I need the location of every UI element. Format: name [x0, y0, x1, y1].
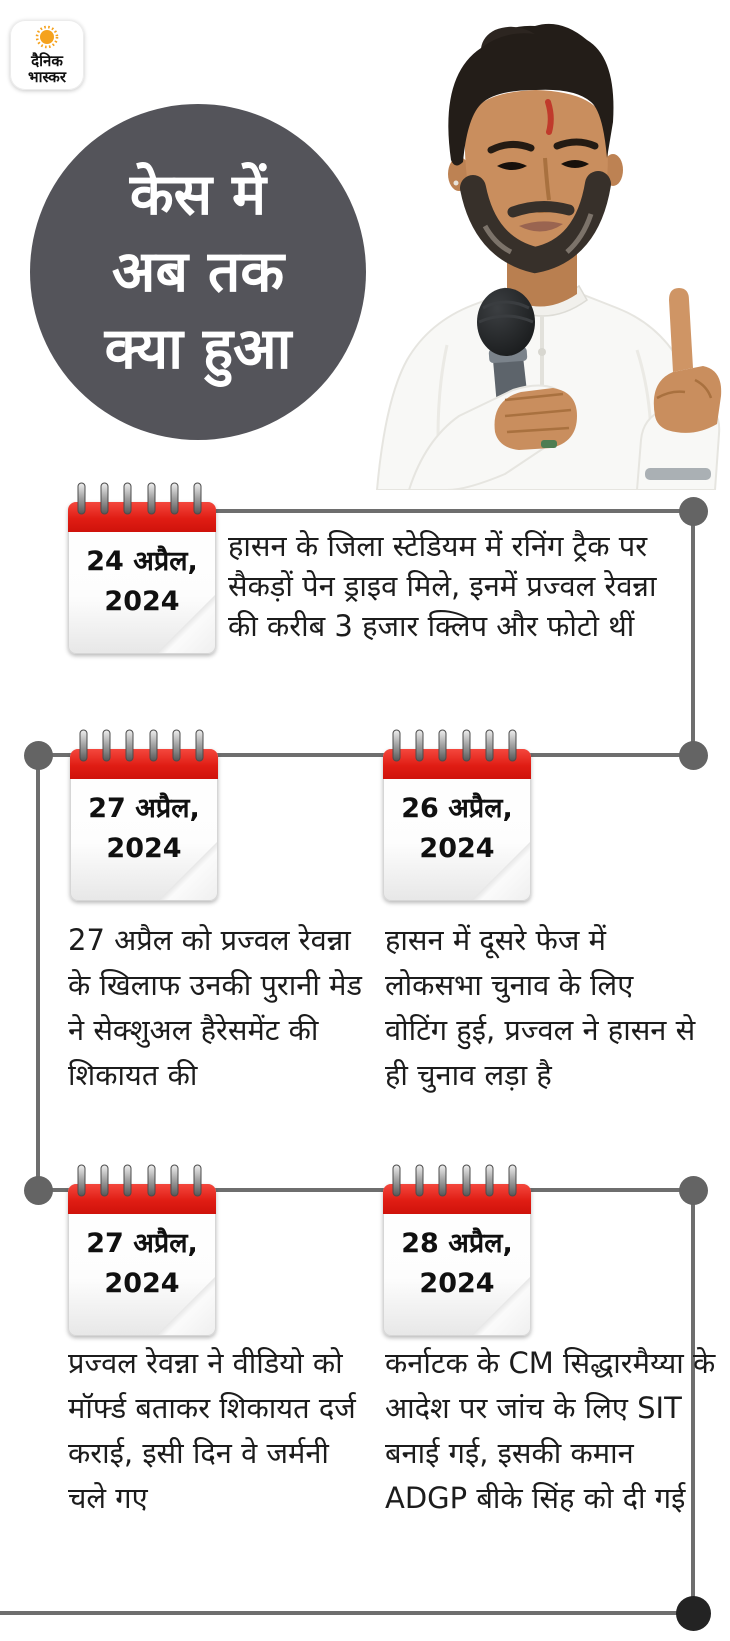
headline-line2: अब तक — [111, 238, 285, 305]
timeline-dot-3 — [679, 741, 708, 770]
logo-text-line1: दैनिक — [31, 52, 63, 70]
calendar-date: 27 अप्रैल, — [88, 793, 200, 824]
calendar-year: 2024 — [104, 586, 180, 617]
timeline-text-28-april: कर्नाटक के CM सिद्धारमैय्या के आदेश पर जांच के लिए SIT बनाई गई, इसकी कमान ADGP बीके सिंह को दी गई — [385, 1346, 716, 1515]
calendar-icon-26-april — [383, 729, 531, 901]
timeline-end-dot — [676, 1596, 711, 1631]
calendar-icon-24-april — [68, 482, 216, 654]
sun-icon — [35, 25, 59, 53]
calendar-rings — [68, 1164, 216, 1198]
dainik-bhaskar-logo — [10, 20, 84, 90]
timeline-text-26-april: हासन में दूसरे फेज में लोकसभा चुनाव के लिए वोटिंग हुई, प्रज्वल ने हासन से ही चुनाव लड़ा है — [385, 923, 696, 1092]
calendar-year: 2024 — [419, 833, 495, 864]
person-photo — [355, 0, 730, 490]
calendar-date: 24 अप्रैल, — [86, 546, 198, 577]
calendar-year: 2024 — [419, 1268, 495, 1299]
calendar-icon-28-april — [383, 1164, 531, 1336]
calendar-year: 2024 — [104, 1268, 180, 1299]
timeline-line-left-v — [36, 755, 40, 1192]
timeline-line-bottom — [0, 1611, 695, 1615]
tilak-mark — [548, 102, 551, 132]
timeline-text-27-april-a: 27 अप्रैल को प्रज्वल रेवन्ना के खिलाफ उनकी पुरानी मेड ने सेक्शुअल हैरेसमेंट की शिकायत की — [68, 923, 362, 1092]
calendar-rings — [70, 729, 218, 763]
timeline-text-24-april: हासन के जिला स्टेडियम में रनिंग ट्रैक पर सैकड़ों पेन ड्राइव मिले, इनमें प्रज्वल रेवन्ना की करीब 3 हजार क्लिप और फोटो थीं — [228, 529, 657, 643]
calendar-date: 28 अप्रैल, — [401, 1228, 513, 1259]
timeline-dot-2 — [24, 741, 53, 770]
timeline-text-27-april-b: प्रज्वल रेवन्ना ने वीडियो को मॉर्फ्ड बताकर शिकायत दर्ज कराई, इसी दिन वे जर्मनी चले गए — [68, 1346, 356, 1515]
timeline-dot-4 — [24, 1176, 53, 1205]
timeline-dot-1 — [679, 497, 708, 526]
headline-circle — [30, 104, 366, 440]
calendar-rings — [383, 1164, 531, 1198]
calendar-date: 26 अप्रैल, — [401, 793, 513, 824]
timeline-line-right-v1 — [691, 509, 695, 759]
headline-line1: केस में — [129, 161, 267, 228]
timeline-line-row1 — [212, 509, 695, 513]
calendar-icon-27-april-b — [68, 1164, 216, 1336]
headline-line3: क्या हुआ — [104, 315, 292, 382]
logo-text-line2: भास्कर — [28, 68, 66, 86]
calendar-date: 27 अप्रैल, — [86, 1228, 198, 1259]
calendar-year: 2024 — [106, 833, 182, 864]
timeline-dot-5 — [679, 1176, 708, 1205]
calendar-icon-27-april-a — [70, 729, 218, 901]
calendar-rings — [383, 729, 531, 763]
calendar-rings — [68, 482, 216, 516]
